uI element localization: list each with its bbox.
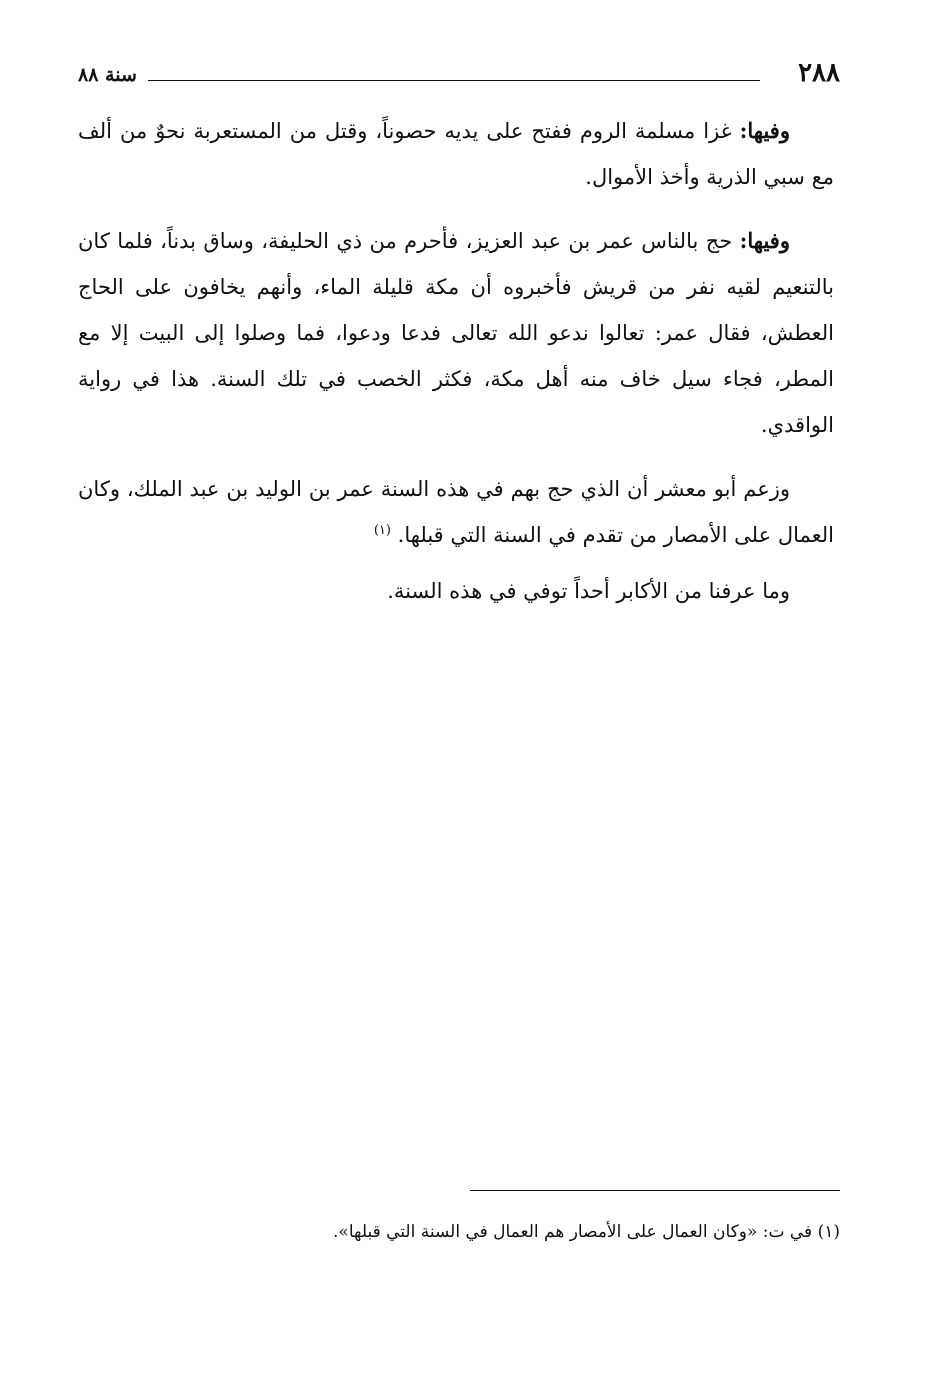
paragraph — [78, 466, 834, 558]
footnote: (١) في ت: «وكان العمال على الأمصار هم العمال في السنة التي قبلها». — [333, 1222, 840, 1242]
paragraph-lead: وفيها: — [739, 228, 790, 253]
paragraph — [78, 568, 834, 614]
paragraph-text: وزعم أبو معشر أن الذي حج بهم في هذه السنة عمر بن الوليد بن عبد الملك، وكان العمال على الأمصار من تقدم في السنة التي قبلها. — [78, 477, 834, 547]
footnote-divider — [470, 1190, 840, 1191]
running-head: سنة ٨٨ — [78, 64, 137, 86]
main-text — [78, 108, 834, 632]
paragraph — [78, 218, 834, 448]
footnote-reference[interactable]: (١) — [373, 523, 391, 538]
paragraph-lead: وفيها: — [739, 118, 790, 143]
paragraph-text: حج بالناس عمر بن عبد العزيز، فأحرم من ذي الحليفة، وساق بدناً، فلما كان بالتنعيم لقيه نفر من قريش فأخبروه أن مكة قليلة الماء، وأنهم يخافون على الحاج العطش، فقال عمر: تعالوا ندعو الله تعالى فدعا ودعوا، فما وصلوا إلى البيت إلا مع المطر، فجاء سيل خاف منه أهل مكة، فكثر الخصب في تلك السنة. هذا في رواية الواقدي. — [78, 229, 834, 437]
page-header — [78, 58, 840, 92]
header-rule — [148, 80, 760, 81]
page-number: ٢٨٨ — [798, 58, 840, 88]
paragraph-text: وما عرفنا من الأكابر أحداً توفي في هذه السنة. — [387, 579, 790, 603]
paragraph-text: غزا مسلمة الروم ففتح على يديه حصوناً، وقتل من المستعربة نحوٌ من ألف مع سبي الذرية وأخذ الأموال. — [78, 119, 834, 189]
paragraph — [78, 108, 834, 200]
